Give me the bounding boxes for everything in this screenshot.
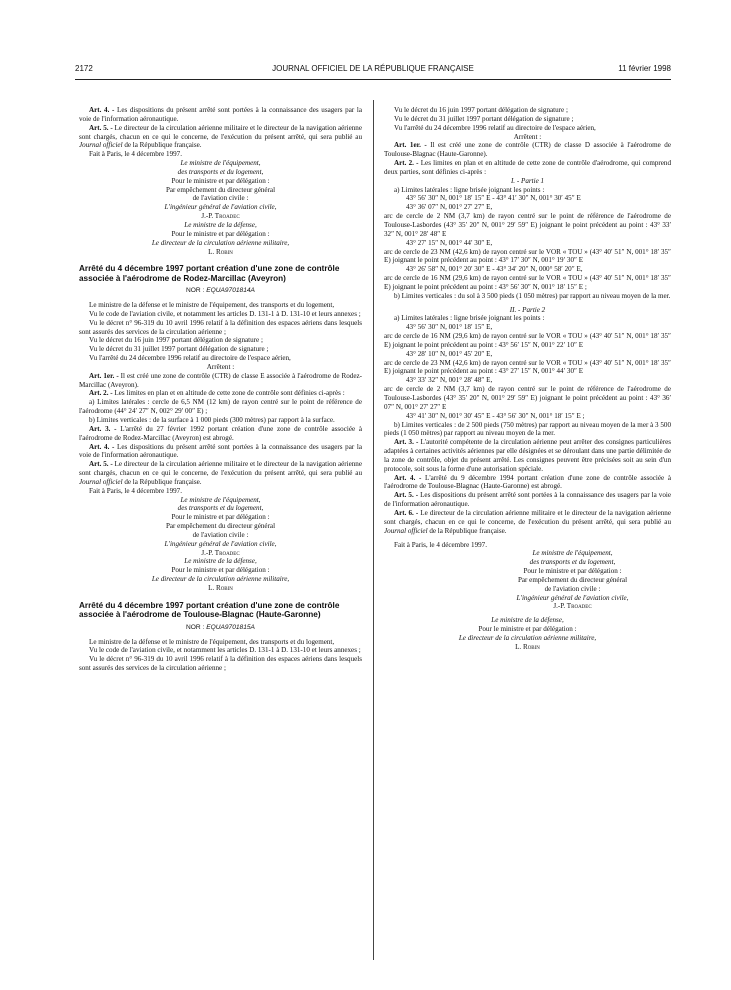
- arc-description: arc de cercle de 16 NM (29,6 km) de rayon centré sur le VOR « TOU » (43° 40′ 51″ N, 001° 18′ 35″ E) joignant le point précédent au point : 43° 56′ 15″ N, 001° 22′ 10″ E: [384, 332, 671, 349]
- visa: Vu le code de l'aviation civile, et notamment les articles D. 131-1 à D. 131-10 et leurs annexes ;: [89, 309, 361, 318]
- coordinates: 43° 56′ 30″ N, 001° 18′ 15″ E - 43° 41′ 30″ N, 001° 30′ 45″ E: [406, 194, 581, 203]
- signature-block: Le ministre de l'équipement, des transports et du logement, Pour le ministre et par délégation : Par empêchement du directeur général de l'aviation civile : L'ingénieur général de l'aviation civile, J.-P. Troadec: [164, 495, 277, 557]
- article-paragraph: Art. 4. - Les dispositions du présent arrêté sont portées à la connaissance des usagers par la voie de l'information aéronautique.: [79, 442, 362, 460]
- visa: Vu le décret du 16 juin 1997 portant délégation de signature ;: [394, 106, 568, 114]
- visa: Vu le décret du 16 juin 1997 portant délégation de signature ;: [89, 336, 263, 345]
- right-column: [384, 106, 671, 652]
- visa: Vu l'arrêté du 24 décembre 1996 relatif au directoire de l'espace aérien,: [394, 123, 596, 132]
- article-item: a) Limites latérales : ligne brisée joignant les points :: [394, 314, 545, 323]
- decree-title: Arrêté du 4 décembre 1997 portant création d'une zone de contrôle associée à l'aérodrome de Rodez-Marcillac (Aveyron): [79, 264, 340, 283]
- article-paragraph: Art. 5. - Le directeur de la circulation aérienne militaire et le directeur de la navigation aérienne sont chargés, chacun en ce qui le concerne, de l'exécution du présent arrêté, qui sera publié au Journal officiel de la République française.: [79, 123, 362, 150]
- article-item: a) Limites latérales : ligne brisée joignant les points :: [394, 185, 545, 194]
- visa: Vu le décret n° 96-319 du 10 avril 1996 relatif à la définition des espaces aériens dans lesquels sont assurés des services de la circulation aérienne ;: [79, 655, 362, 673]
- signature-block: Le ministre de la défense, Pour le ministre et par délégation : Le directeur de la circulation aérienne militaire, L. Robin: [151, 220, 290, 256]
- article-paragraph: Art. 5. - Les dispositions du présent arrêté sont portées à la connaissance des usagers par la voie de l'information aéronautique.: [384, 491, 671, 509]
- article-paragraph: Art. 2. - Les limites en plan et en altitude de cette zone de contrôle d'aérodrome, qui comprend deux parties, sont définies ci-après :: [384, 159, 671, 176]
- nor-reference: NOR : EQUA9701814A: [186, 287, 255, 295]
- page-number: 2172: [75, 64, 93, 73]
- article-item: b) Limites verticales : de 2 500 pieds (750 mètres) par rapport au niveau moyen de la mer à 3 500 pieds (1 050 mètres) par rapport au niveau moyen de la mer.: [384, 420, 671, 438]
- column-divider: [373, 100, 374, 960]
- nor-reference: NOR : EQUA9701815A: [186, 623, 255, 631]
- article-item: a) Limites latérales : cercle de 6,5 NM (12 km) de rayon centré sur le point de référence de l'aérodrome (44° 24′ 27″ N, 002° 29′ 00″ E) ;: [79, 398, 362, 416]
- part-heading: I. - Partie 1: [510, 176, 545, 185]
- article-paragraph: Art. 4. - L'arrêté du 9 décembre 1994 portant création d'une zone de contrôle associée à l'aérodrome de Toulouse-Blagnac (Haute-Garonne) est abrogé.: [384, 473, 671, 491]
- coordinates: 43° 36′ 07″ N, 001° 27′ 27″ E,: [406, 203, 493, 212]
- visa: Vu l'arrêté du 24 décembre 1996 relatif au directoire de l'espace aérien,: [89, 354, 291, 363]
- article-paragraph: Art. 1er. - Il est créé une zone de contrôle (CTR) de classe E associée à l'aérodrome de Rodez-Marcillac (Aveyron).: [79, 371, 362, 389]
- arc-description: arc de cercle de 2 NM (3,7 km) de rayon centré sur le point de référence de l'aérodrome de Toulouse-Lasbordes (43° 35′ 20″ N, 001° 29′ 59″ E) joignant le point précédent au point : 43° 36′ 07″ N, 001° 27′ 27″ E: [384, 385, 671, 411]
- fait-a-paris: Fait à Paris, le 4 décembre 1997.: [89, 150, 182, 159]
- fait-a-paris: Fait à Paris, le 4 décembre 1997.: [89, 486, 182, 495]
- coordinates: 43° 56′ 30″ N, 001° 18′ 15″ E,: [406, 323, 493, 332]
- article-paragraph: Art. 4. - Les dispositions du présent arrêté sont portées à la connaissance des usagers par la voie de l'information aéronautique.: [79, 106, 362, 123]
- signature-block: Le ministre de la défense, Pour le ministre et par délégation : Le directeur de la circulation aérienne militaire, L. Robin: [458, 616, 597, 651]
- arretent: Arrêtent :: [513, 132, 542, 141]
- coordinates: 43° 41′ 30″ N, 001° 30′ 45″ E - 43° 56′ 30″ N, 001° 18′ 15″ E ;: [406, 411, 585, 420]
- article-paragraph: Art. 1er. - Il est créé une zone de contrôle (CTR) de classe D associée à l'aérodrome de Toulouse-Blagnac (Haute-Garonne).: [384, 141, 671, 159]
- visa: Vu le code de l'aviation civile, et notamment les articles D. 131-1 à D. 131-10 et leurs annexes ;: [89, 646, 361, 655]
- coordinates: 43° 27′ 15″ N, 001° 44′ 30″ E,: [406, 238, 493, 247]
- left-column: [79, 106, 362, 673]
- arc-description: arc de cercle de 23 NM (42,6 km) de rayon centré sur le VOR « TOU » (43° 40′ 51″ N, 001° 18′ 35″ E) joignant le point précédent au point : 43° 27′ 15″ N, 001° 44′ 30″ E: [384, 358, 671, 376]
- signature-block: Le ministre de l'équipement, des transports et du logement, Pour le ministre et par délégation : Par empêchement du directeur général de l'aviation civile : L'ingénieur général de l'aviation civile, J.-P. Troadec: [516, 549, 629, 611]
- signature-block: Le ministre de la défense, Pour le ministre et par délégation : Le directeur de la circulation aérienne militaire, L. Robin: [151, 557, 290, 592]
- arretent: Arrêtent :: [206, 362, 235, 371]
- article-paragraph: Art. 2. - Les limites en plan et en altitude de cette zone de contrôle sont définies ci-après :: [89, 389, 345, 398]
- visa: Vu le décret du 31 juillet 1997 portant délégation de signature ;: [394, 114, 574, 123]
- article-paragraph: Art. 3. - L'autorité compétente de la circulation aérienne peut arrêter des consignes particulières adaptées à certaines activités aériennes par elle désignées et se déroulant dans une partie délimitée de la zone de contrôle, objet du présent arrêté. Les consignes peuvent être précisées soit au sein d'un protocole, soit sous la forme d'une autorisation spéciale.: [384, 438, 672, 473]
- arc-description: arc de cercle de 2 NM (3,7 km) de rayon centré sur le point de référence de l'aérodrome de Toulouse-Lasbordes (43° 35′ 20″ N, 001° 29′ 59″ E) joignant le point précédent au point : 43° 33′ 32″ N, 001° 28′ 48″ E: [384, 212, 671, 238]
- header-rule: [75, 79, 671, 80]
- article-item: b) Limites verticales : de la surface à 1 000 pieds (300 mètres) par rapport à la surface.: [89, 415, 335, 424]
- part-heading: II. - Partie 2: [509, 305, 546, 314]
- article-item: b) Limites verticales : du sol à 3 500 pieds (1 050 mètres) par rapport au niveau moyen de la mer.: [394, 291, 671, 300]
- coordinates: 43° 28′ 10″ N, 001° 45′ 20″ E,: [406, 349, 493, 358]
- article-paragraph: Art. 5. - Le directeur de la circulation aérienne militaire et le directeur de la navigation aérienne sont chargés, chacun en ce qui le concerne, de l'exécution du présent arrêté, qui sera publié au Journal officiel de la République française.: [79, 460, 362, 486]
- visa: Vu le décret n° 96-319 du 10 avril 1996 relatif à la définition des espaces aériens dans lesquels sont assurés des services de la circulation aérienne ;: [79, 318, 362, 336]
- journal-title: JOURNAL OFFICIEL DE LA RÉPUBLIQUE FRANÇAISE: [272, 64, 474, 73]
- visa: Vu le décret du 31 juillet 1997 portant délégation de signature ;: [89, 345, 269, 354]
- coordinates: 43° 33′ 32″ N, 001° 28′ 48″ E,: [406, 376, 493, 385]
- arc-description: arc de cercle de 16 NM (29,6 km) de rayon centré sur le VOR « TOU » (43° 40′ 51″ N, 001° 18′ 35″ E) joignant le point précédent au point : 43° 56′ 30″ N, 001° 18′ 15″ E ;: [384, 274, 671, 291]
- article-paragraph: Art. 6. - Le directeur de la circulation aérienne militaire et le directeur de la navigation aérienne sont chargés, chacun en ce qui le concerne, de l'exécution du présent arrêté, qui sera publié au Journal officiel de la République française.: [384, 508, 671, 535]
- signature-block: Le ministre de l'équipement, des transports et du logement, Pour le ministre et par délégation : Par empêchement du directeur général de l'aviation civile : L'ingénieur général de l'aviation civile, J.-P. Troadec: [164, 159, 277, 221]
- preamble: Le ministre de la défense et le ministre de l'équipement, des transports et du logement,: [89, 637, 335, 646]
- decree-title: Arrêté du 4 décembre 1997 portant création d'une zone de contrôle associée à l'aérodrome de Toulouse-Blagnac (Haute-Garonne): [79, 600, 340, 620]
- coordinates: 43° 26′ 58″ N, 001° 20′ 30″ E - 43° 34′ 20″ N, 000° 58′ 20″ E,: [406, 265, 583, 274]
- arc-description: arc de cercle de 23 NM (42,6 km) de rayon centré sur le VOR « TOU » (43° 40′ 51″ N, 001° 18′ 35″ E) joignant le point précédent au point : 43° 17′ 30″ N, 001° 19′ 30″ E: [384, 247, 671, 265]
- page-header: [75, 64, 671, 78]
- issue-date: 11 février 1998: [618, 64, 671, 73]
- fait-a-paris: Fait à Paris, le 4 décembre 1997.: [394, 540, 487, 549]
- article-paragraph: Art. 3. - L'arrêté du 27 février 1992 portant création d'une zone de contrôle associée à l'aérodrome de Rodez-Marcillac (Aveyron) est abrogé.: [79, 424, 362, 442]
- preamble: Le ministre de la défense et le ministre de l'équipement, des transports et du logement,: [89, 301, 335, 309]
